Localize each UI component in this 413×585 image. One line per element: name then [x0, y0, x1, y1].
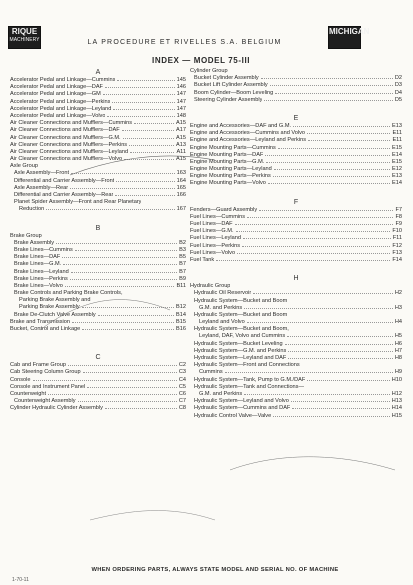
index-entry-page: 167	[176, 206, 186, 213]
index-entry-label: Air Cleaner Connections and Mufflers—Cummins	[10, 120, 133, 127]
index-entry-label: Hydraulic System—Front and Connections	[194, 362, 300, 369]
index-entry-page: B9	[179, 275, 186, 282]
index-entry-label: Hydraulic System—Leyland and DAF	[194, 355, 287, 361]
index-entry-label: Hydraulic System—Bucket and Boom	[194, 311, 288, 318]
index-entry-label: Differential and Carrier Assembly—Rear	[14, 192, 114, 198]
index-entry-page: B15	[176, 318, 186, 325]
index-entry-label: Console	[10, 376, 31, 383]
index-entry-page: C7	[178, 398, 186, 405]
section-letter: H	[293, 275, 299, 283]
index-entry-label: Brake Lines—Volvo	[14, 282, 63, 289]
index-entry-label: Cylinder Hydraulic Cylinder Assembly	[10, 405, 103, 412]
index-entry-label: Hydraulic Group	[190, 283, 231, 290]
index-entry-page: D5	[394, 96, 402, 103]
section-letter: F	[293, 198, 299, 206]
index-entry-label: Accelerator Pedal and Linkage—DAF	[10, 84, 103, 91]
index-entry-page: H13	[391, 398, 402, 405]
brand-logo-left-subtext: MACHINERY	[9, 37, 40, 43]
index-entry-label: Air Cleaner Connections and Mufflers—Volvo	[10, 156, 123, 163]
index-entry-page: A15	[176, 156, 186, 163]
index-entry-page: A13	[176, 141, 186, 148]
index-entry-label: Accelerator Pedal and Linkage—GM	[10, 91, 101, 98]
index-entry-label: Fuel Lines—DAF	[190, 221, 233, 227]
index-entry-page: E14	[392, 151, 402, 158]
index-entry-page: C5	[178, 383, 186, 390]
index-entry-page: A15	[176, 134, 186, 141]
index-entry-page: F9	[395, 221, 402, 227]
index-entry-label: Engine Mounting Parts—G.M.	[190, 158, 265, 165]
index-entry-page: H6	[394, 340, 402, 347]
index-entry-label: Hydraulic System—Cummins and DAF	[194, 405, 291, 412]
index-entry-page: F7	[395, 206, 402, 213]
index-entry-label: Brake and Transmission	[10, 318, 71, 325]
index-entry-page: D2	[394, 75, 402, 82]
index-entry-label: Cab and Frame Group	[10, 362, 66, 369]
index-entry-page: H2	[394, 290, 402, 297]
index-entry-label: Brake Lines—Cummins	[14, 246, 73, 253]
index-entry-page: 147	[176, 105, 186, 112]
index-entry-label: Brake Lines—DAF	[14, 254, 61, 261]
index-entry-label: Steering Cylinder Assembly	[194, 96, 263, 103]
index-entry-label: Air Cleaner Connections and Mufflers—Perkins	[10, 141, 128, 148]
index-entry-page: B2	[179, 239, 186, 246]
index-entry-label: Brake Group	[10, 232, 42, 239]
index-entry-label: Hydraulic System—G.M. and Perkins	[194, 347, 287, 354]
index-entry-page: 145	[176, 77, 186, 83]
index-entry-label: Air Cleaner Connections and Mufflers—DAF	[10, 127, 120, 134]
index-entry-page: B12	[176, 304, 186, 311]
company-line: LA PROCEDURE ET RIVELLES S.A. BELGIUM	[87, 39, 282, 46]
index-entry-page: 147	[176, 98, 186, 105]
index-entry-page: H7	[394, 347, 402, 354]
index-entry-label: Parking Brake Assembly	[19, 304, 80, 311]
index-entry-label: Fuel Lines—G.M.	[190, 228, 234, 235]
index-entry-page: B3	[179, 246, 186, 253]
index-entry-label: Fuel Tank	[190, 256, 215, 263]
index-entry-page: 148	[176, 112, 186, 119]
index-entry-page: A11	[176, 148, 186, 155]
index-entry-label: Engine and Accessories—DAF and G.M.	[190, 122, 292, 129]
index-entry-label: Engine Mounting Parts—Cummins	[190, 144, 276, 151]
index-entry-label: Hydraulic System—Bucket and Boom,	[194, 326, 289, 333]
index-entry-label: Hydraulic System—Bucket and Boom	[194, 297, 288, 304]
pencil-stroke	[70, 156, 215, 175]
index-entry-label: Leyland and Volvo	[199, 319, 245, 326]
index-entry-label: Engine Mounting Parts—Perkins	[190, 173, 271, 180]
index-entry-page: H9	[394, 369, 402, 376]
index-entry-page: E14	[392, 180, 402, 187]
section-letter: E	[293, 114, 299, 122]
index-entry-label: Fuel Lines—Cummins	[190, 213, 246, 220]
index-entry-label: Cylinder Group	[190, 68, 228, 74]
index-entry-page: 147	[176, 91, 186, 98]
index-entry-page: E15	[392, 144, 402, 151]
index-entry-page: 146	[176, 84, 186, 91]
index-entry-page: C4	[178, 376, 186, 383]
index-entry-label: Differential and Carrier Assembly—Front	[14, 177, 115, 184]
index-entry-label: Brake Lines—Perkins	[14, 275, 68, 282]
index-entry-label: Hydraulic System—Tank, Pump to G.M./DAF	[194, 376, 306, 383]
index-title: INDEX — MODEL 75-III	[152, 56, 251, 65]
index-entry-page: H5	[394, 333, 402, 340]
index-entry-page: 164	[176, 177, 186, 184]
index-entry-label: Hydraulic System—Leyland and Volvo	[194, 398, 289, 405]
index-entry-page: 166	[176, 192, 186, 198]
index-entry-page: E13	[392, 173, 402, 180]
index-entry-label: Fuel Lines—Perkins	[190, 242, 241, 249]
index-entry-page: E15	[392, 158, 402, 165]
index-entry-label: Hydraulic Control Valve—Valve	[194, 412, 272, 419]
index-entry-label: Boom Cylinder—Boom Leveling	[194, 89, 274, 96]
index-entry-label: Engine Mounting Parts—Volvo	[190, 180, 266, 187]
pencil-stroke	[230, 457, 395, 470]
index-entry-page: 165	[176, 184, 186, 191]
section-letter: B	[95, 224, 101, 232]
index-entry-label: Fenders—Guard Assembly	[190, 206, 258, 213]
index-entry-label: Leyland, DAF, Volvo and Cummins	[199, 333, 286, 340]
index-entry-page: C2	[178, 362, 186, 369]
index-entry-label: Bucket, Control and Linkage	[10, 326, 81, 332]
index-entry-label: G.M. and Perkins	[199, 304, 243, 311]
index-entry-page: H15	[391, 412, 402, 419]
index-entry-label: Axle Assembly—Front	[14, 170, 70, 177]
index-entry-label: Brake Lines—Leyland	[14, 268, 69, 275]
index-entry-page: B16	[176, 326, 186, 332]
index-entry-page: F13	[392, 249, 402, 256]
index-entry-label: Console and Instrument Panel	[10, 383, 86, 390]
index-entry-page: E12	[392, 166, 402, 173]
index-entry-page: F10	[392, 228, 402, 235]
index-entry-label: Bucket Lift Cylinder Assembly	[194, 82, 268, 89]
index-entry-label: Air Cleaner Connections and Mufflers—Leyland	[10, 148, 129, 155]
page-number: 1-70-11	[12, 577, 29, 583]
index-entry-label: Brake Controls and Parking Brake Controls,	[14, 290, 123, 297]
index-entry-page: F12	[392, 242, 402, 249]
index-entry-page: H10	[391, 376, 402, 383]
index-entry-label: Hydraulic System—Bucket Leveling	[194, 340, 283, 347]
index-entry-label: Counterweight	[10, 390, 47, 397]
pencil-stroke	[40, 300, 170, 330]
index-entry-label: Brake De-Clutch Valve Assembly	[14, 311, 96, 318]
index-entry-page: H8	[394, 355, 402, 361]
index-entry-page: H4	[394, 319, 402, 326]
index-entry-label: Cummins	[199, 369, 223, 376]
index-entry-label: Cab Steering Column Group	[10, 369, 81, 376]
index-entry-page: B7	[179, 261, 186, 268]
index-entry-page: A15	[176, 120, 186, 127]
index-entry-label: Accelerator Pedal and Linkage—Perkins	[10, 98, 111, 105]
index-entry-page: B7	[179, 268, 186, 275]
pencil-stroke	[90, 511, 215, 520]
index-entry-page: A17	[176, 127, 186, 134]
index-entry-label: Hydraulic System—Tank and Connections—	[194, 383, 305, 390]
index-entry-label: Accelerator Pedal and Linkage—Cummins	[10, 77, 116, 83]
index-entry-label: Engine Mounting Parts—Leyland	[190, 166, 272, 173]
index-entry-page: E11	[392, 130, 402, 137]
brand-logo-left-text: RIQUE	[11, 27, 38, 36]
index-entry-label: Engine and Accessories—Cummins and Volvo	[190, 130, 306, 137]
index-entry-page: B5	[179, 254, 186, 261]
index-entry-label: Hydraulic Oil Reservoir	[194, 290, 252, 297]
index-entry-label: Brake Assembly	[14, 239, 55, 246]
index-entry-label: Reduction	[19, 206, 45, 213]
index-entry-page: H14	[391, 405, 402, 412]
index-entry-page: B14	[176, 311, 186, 318]
index-entry-label: Counterweight Assembly	[14, 398, 76, 405]
index-entry-page: E13	[392, 122, 402, 129]
index-entry-page: F8	[395, 213, 402, 220]
index-entry-page: B11	[176, 282, 186, 289]
index-entry-label: Brake Lines—G.M.	[14, 261, 62, 268]
index-entry-label: Accelerator Pedal and Linkage—Volvo	[10, 112, 106, 119]
index-entry-label: Axle Group	[10, 163, 38, 170]
index-entry-page: H12	[391, 390, 402, 397]
index-entry-page: F11	[392, 235, 402, 242]
index-entry-page: H3	[394, 304, 402, 311]
ordering-notice: WHEN ORDERING PARTS, ALWAYS STATE MODEL AND SERIAL NO. OF MACHINE	[91, 567, 339, 573]
index-entry-label: G.M. and Perkins	[199, 390, 243, 397]
index-entry-page: C8	[178, 405, 186, 412]
index-entry-page: C6	[178, 390, 186, 397]
index-entry-page: D4	[394, 89, 402, 96]
index-entry-label: Accelerator Pedal and Linkage—Leyland	[10, 105, 112, 112]
brand-logo-right-text: MICHIGAN	[329, 27, 370, 36]
index-entry-label: Parking Brake Assembly and	[19, 297, 91, 304]
index-entry-label: Engine Mounting Parts—DAF	[190, 151, 264, 158]
index-entry-page: 163	[176, 170, 186, 177]
index-entry-label: Air Cleaner Connections and Mufflers—G.M.	[10, 134, 121, 141]
index-entry-page: E11	[392, 137, 402, 144]
index-entry-label: Fuel Lines—Volvo	[190, 249, 236, 256]
section-letter: A	[95, 69, 101, 76]
index-entry-page: F14	[392, 256, 402, 263]
index-entry-page: C3	[178, 369, 186, 376]
index-entry-label: Fuel Lines—Leyland	[190, 235, 241, 242]
index-entry-label: Axle Assembly—Rear	[14, 184, 69, 191]
index-entry-label: Planet Spider Assembly—Front and Rear Planetary	[14, 199, 142, 206]
section-letter: C	[95, 354, 101, 362]
index-entry-label: Engine and Accessories—Leyland and Perkins	[190, 137, 306, 144]
index-entry-page: D3	[394, 82, 402, 89]
index-entry-label: Bucket Cylinder Assembly	[194, 75, 259, 82]
